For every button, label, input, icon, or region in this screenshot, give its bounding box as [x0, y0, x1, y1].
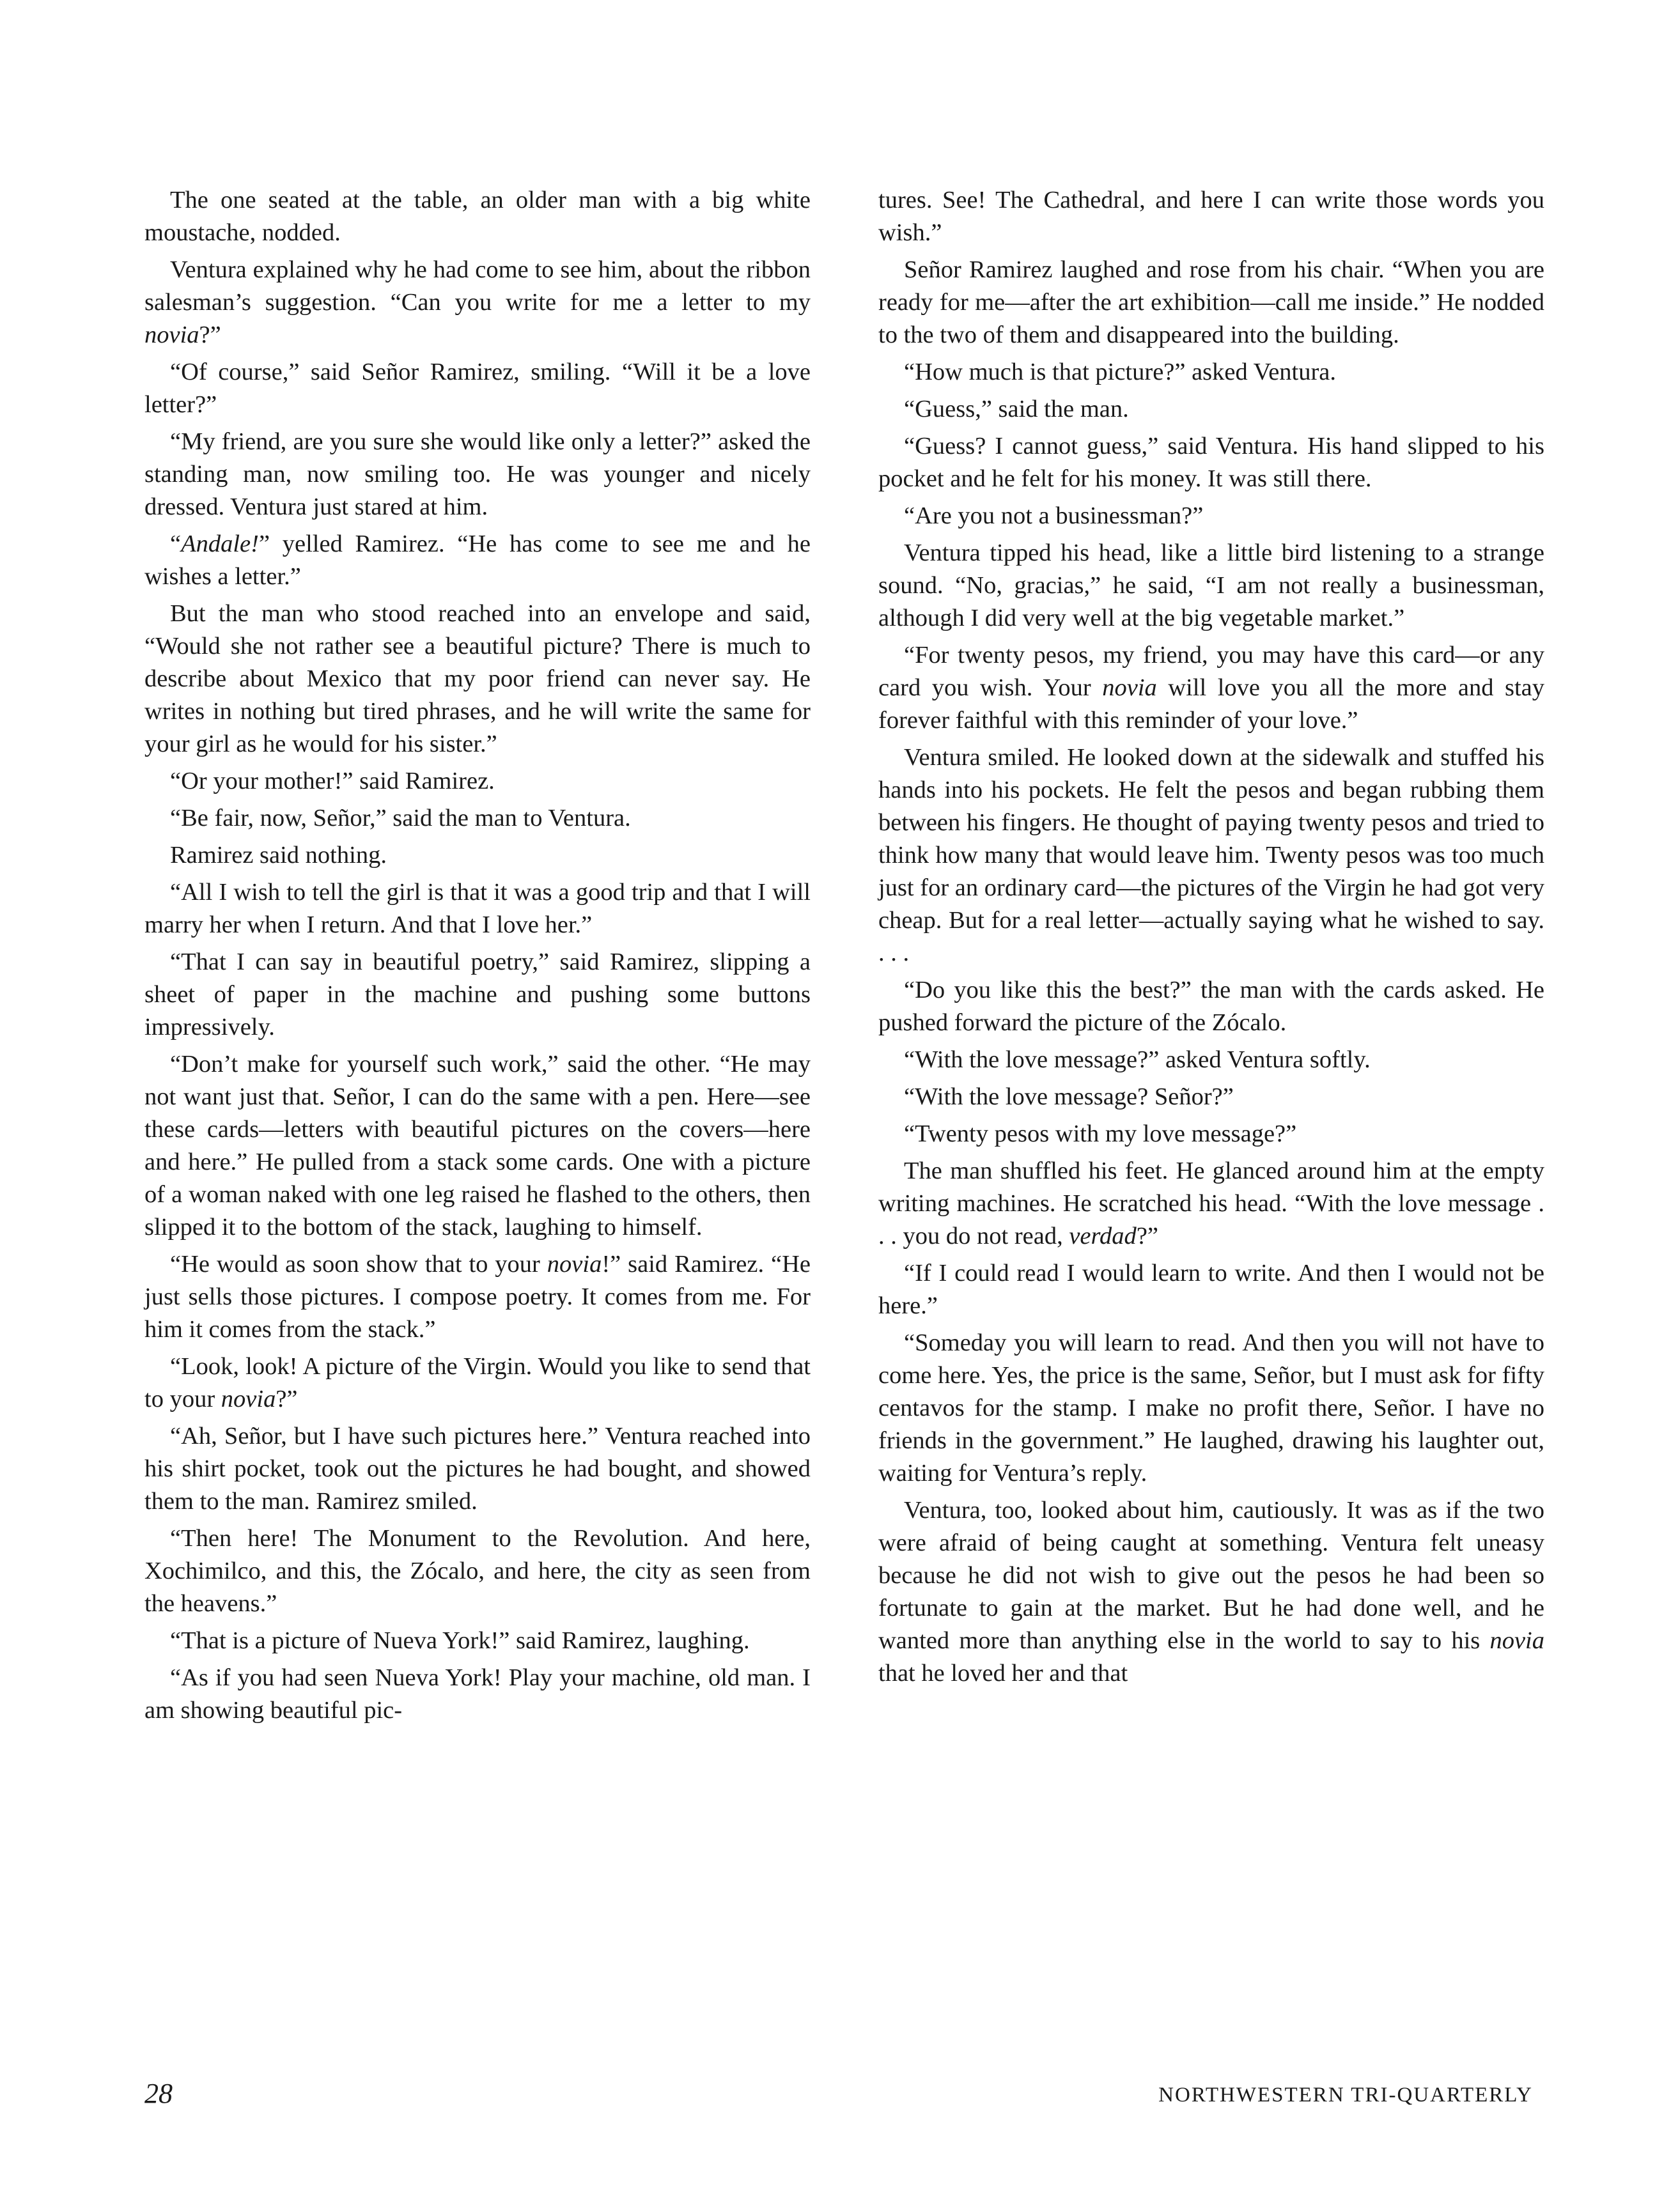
right-column-paragraph — [878, 537, 1544, 635]
paragraph-text: tures. See! The Cathedral, and here I can write those words you wish.” — [878, 187, 1544, 246]
paragraph-text: ?” — [199, 321, 221, 348]
paragraph-text: Ventura smiled. He looked down at the sidewalk and stuffed his hands into his pockets. He felt the pesos and began rubbing them between his fingers. He thought of paying twenty pesos and tried to think how many that would leave him. Twenty pesos was too much just for an ordinary card—the pictures of the Virgin he had got very cheap. But for a real letter—actually saying what he wished to say. . . . — [878, 744, 1544, 966]
right-column-paragraph — [878, 430, 1544, 495]
paragraph-text: “With the love message?” asked Ventura softly. — [904, 1046, 1371, 1073]
paragraph-text: “That I can say in beautiful poetry,” said Ramirez, slipping a sheet of paper in the machine and pushing some buttons impressively. — [144, 948, 811, 1040]
paragraph-text: “Twenty pesos with my love message?” — [904, 1120, 1297, 1147]
italic-word: novia — [1489, 1627, 1544, 1654]
paragraph-text: “Are you not a businessman?” — [904, 502, 1204, 529]
right-column-paragraph — [878, 1155, 1544, 1253]
paragraph-text: “All I wish to tell the girl is that it was a good trip and that I will marry her when I return. And that I love her.” — [144, 879, 811, 938]
left-column-paragraph — [144, 184, 811, 249]
left-column-paragraph — [144, 1420, 811, 1518]
italic-word: Andale! — [181, 530, 259, 557]
paragraph-text: “Ah, Señor, but I have such pictures here.” Ventura reached into his shirt pocket, took out the pictures he had bought, and showed them to the man. Ramirez smiled. — [144, 1423, 811, 1515]
paragraph-text: “My friend, are you sure she would like only a letter?” asked the standing man, now smiling too. He was younger and nicely dressed. Ventura just stared at him. — [144, 428, 811, 520]
left-column-paragraph — [144, 598, 811, 761]
paragraph-text: !” said Ramirez. “He just sells those pictures. I compose poetry. It comes from me. For him it comes from the stack.” — [144, 1251, 811, 1343]
paragraph-text: Ramirez said nothing. — [170, 842, 387, 869]
right-column-paragraph — [878, 974, 1544, 1039]
right-column-paragraph — [878, 639, 1544, 737]
paragraph-text: “Someday you will learn to read. And then you will not have to come here. Yes, the price is the same, Señor, but I must ask for fifty centavos for the stamp. I make no profit there, Señor. I have no friends in the government.” He laughed, drawing his laughter out, waiting for Ventura’s reply. — [878, 1329, 1544, 1487]
left-column-paragraph — [144, 528, 811, 593]
paragraph-text: will love you all the more and stay forever faithful with this reminder of your love.” — [878, 674, 1544, 734]
paragraph-text: “Do you like this the best?” the man with the cards asked. He pushed forward the picture of the Zócalo. — [878, 977, 1544, 1036]
right-column-paragraph — [878, 356, 1544, 389]
paragraph-text: “Or your mother!” said Ramirez. — [170, 768, 495, 794]
left-column-paragraph — [144, 1248, 811, 1346]
paragraph-text: “Then here! The Monument to the Revolution. And here, Xochimilco, and this, the Zócalo, and here, the city as seen from the heavens.” — [144, 1525, 811, 1617]
italic-word: novia — [144, 321, 199, 348]
paragraph-text: Señor Ramirez laughed and rose from his chair. “When you are ready for me—after the art exhibition—call me inside.” He nodded to the two of them and disappeared into the building. — [878, 256, 1544, 348]
italic-word: novia — [221, 1386, 276, 1412]
right-column-paragraph — [878, 1081, 1544, 1113]
paragraph-text: ” yelled Ramirez. “He has come to see me and he wishes a letter.” — [144, 530, 811, 590]
left-text-column — [144, 184, 811, 1727]
paragraph-text: Ventura tipped his head, like a little bird listening to a strange sound. “No, gracias,” he said, “I am not really a businessman, although I did very well at the big vegetable market.” — [878, 539, 1544, 631]
page-number: 28 — [144, 2078, 173, 2109]
paragraph-text: “Guess,” said the man. — [904, 396, 1129, 422]
left-column-paragraph — [144, 1625, 811, 1657]
running-title: NORTHWESTERN TRI-QUARTERLY — [1158, 2084, 1533, 2107]
paragraph-text: But the man who stood reached into an envelope and said, “Would she not rather see a beautiful picture? There is much to describe about Mexico that my poor friend can never say. He writes in nothing but tired phrases, and he will write the same for your girl as he would for his sister.” — [144, 600, 811, 757]
paragraph-text: “As if you had seen Nueva York! Play your machine, old man. I am showing beautiful pic- — [144, 1664, 811, 1724]
left-column-paragraph — [144, 426, 811, 523]
left-column-paragraph — [144, 765, 811, 798]
italic-word: novia — [547, 1251, 602, 1278]
left-column-paragraph — [144, 1522, 811, 1620]
italic-word: novia — [1102, 674, 1157, 701]
paragraph-text: The man shuffled his feet. He glanced around him at the empty writing machines. He scratched his head. “With the love message . . . you do not read, — [878, 1157, 1544, 1249]
left-column-paragraph — [144, 839, 811, 872]
right-text-column — [878, 184, 1544, 1690]
right-column-paragraph — [878, 1118, 1544, 1150]
left-column-paragraph — [144, 1662, 811, 1727]
paragraph-text: The one seated at the table, an older man with a big white moustache, nodded. — [144, 187, 811, 246]
right-column-paragraph — [878, 184, 1544, 249]
paragraph-text: “How much is that picture?” asked Ventura. — [904, 359, 1337, 385]
paragraph-text: “Guess? I cannot guess,” said Ventura. His hand slipped to his pocket and he felt for his money. It was still there. — [878, 433, 1544, 492]
right-column-paragraph — [878, 1257, 1544, 1322]
left-column-paragraph — [144, 946, 811, 1044]
right-column-paragraph — [878, 254, 1544, 352]
paragraph-text: “For twenty pesos, my friend, you may have this card—or any card you wish. Your — [878, 642, 1544, 701]
paragraph-text: “That is a picture of Nueva York!” said Ramirez, laughing. — [170, 1627, 750, 1654]
paragraph-text: “Don’t make for yourself such work,” said the other. “He may not want just that. Señor, I can do the same with a pen. Here—see these cards—letters with beautiful pictures on the covers—here and here.” He pulled from a stack some cards. One with a picture of a woman naked with one leg raised he flashed to the others, then slipped it to the bottom of the stack, laughing to himself. — [144, 1051, 811, 1241]
right-column-paragraph — [878, 500, 1544, 532]
right-column-paragraph — [878, 1044, 1544, 1076]
paragraph-text: “ — [170, 530, 182, 557]
italic-word: verdad — [1069, 1223, 1137, 1249]
paragraph-text: “Be fair, now, Señor,” said the man to Ventura. — [170, 805, 631, 831]
paragraph-text: “Of course,” said Señor Ramirez, smiling. “Will it be a love letter?” — [144, 359, 811, 418]
paragraph-text: that he loved her and that — [878, 1660, 1128, 1687]
paragraph-text: “Look, look! A picture of the Virgin. Would you like to send that to your — [144, 1353, 811, 1412]
right-column-paragraph — [878, 741, 1544, 970]
paragraph-text: Ventura, too, looked about him, cautiously. It was as if the two were afraid of being caught at something. Ventura felt uneasy because he did not wish to give out the pesos he had been so fortunate to gain at the market. But he had done well, and he wanted more than anything else in the world to say to his — [878, 1497, 1544, 1654]
left-column-paragraph — [144, 356, 811, 421]
left-column-paragraph — [144, 1048, 811, 1244]
paragraph-text: Ventura explained why he had come to see him, about the ribbon salesman’s suggestion. “Can you write for me a letter to my — [144, 256, 811, 316]
right-column-paragraph — [878, 1494, 1544, 1690]
right-column-paragraph — [878, 1327, 1544, 1490]
paragraph-text: ?” — [276, 1386, 298, 1412]
paragraph-text: “With the love message? Señor?” — [904, 1083, 1234, 1110]
paragraph-text: “He would as soon show that to your — [170, 1251, 547, 1278]
left-column-paragraph — [144, 1350, 811, 1416]
left-column-paragraph — [144, 802, 811, 835]
paragraph-text: ?” — [1136, 1223, 1158, 1249]
right-column-paragraph — [878, 393, 1544, 426]
left-column-paragraph — [144, 254, 811, 352]
left-column-paragraph — [144, 876, 811, 941]
paragraph-text: “If I could read I would learn to write. And then I would not be here.” — [878, 1260, 1544, 1319]
